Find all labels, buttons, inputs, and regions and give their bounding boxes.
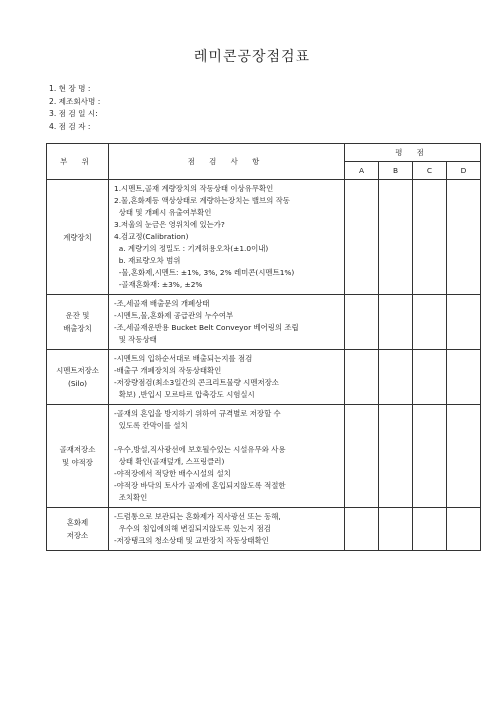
grade-cell[interactable] [379,405,413,508]
grade-cell[interactable] [379,295,413,350]
check-item: a. 계량기의 정밀도 : 기계허용오차(±1.0이내) [114,244,269,253]
grade-b: B [379,162,413,180]
row-part [47,508,109,551]
row-items [109,180,345,295]
check-item: -드럼통으로 보관되는 혼화제가 직사광선 또는 동해, [114,512,281,521]
table-row [47,405,481,508]
check-item: 2.물,혼화제등 액상상태로 계량하는장치는 밸브의 작동 [114,196,290,205]
table-row [47,350,481,405]
row-part-label: 시멘트저장소 [56,366,99,375]
grade-cell[interactable] [413,350,447,405]
check-item: -시멘트,물,혼화제 공급관의 누수여부 [114,311,234,320]
check-item: -골재혼화재: ±3%, ±2% [114,280,203,289]
grade-cell[interactable] [447,350,481,405]
grade-cell[interactable] [345,508,379,551]
row-part-label: 운잔 및 [65,311,90,320]
row-part-label: 저장소 [66,531,89,540]
check-item: 1.시멘트,골재 계량장치의 작동상태 이상유무확인 [114,184,274,193]
grade-cell[interactable] [447,405,481,508]
header-part: 부 위 [47,144,109,180]
check-item: -야적장에서 적당한 배수시설의 설치 [114,469,231,478]
check-item: -시멘트의 입하순서대로 배출되는지를 점검 [114,354,253,363]
grade-cell[interactable] [413,295,447,350]
check-item: -배출구 개폐장치의 작동상태확인 [114,366,222,375]
table-row [47,180,481,295]
page-title: 레미콘공장점검표 [193,49,311,65]
row-part [47,350,109,405]
info-inspection-date: 3. 점 검 일 시: [49,109,98,119]
row-part-label: 계량장치 [63,232,92,242]
grade-cell[interactable] [379,508,413,551]
grade-cell[interactable] [345,350,379,405]
check-item: 3.저울의 눈금은 영위치에 있는가? [114,220,225,229]
check-item: -골재의 혼입을 방지하기 위하여 규격별로 저장할 수 [114,409,281,418]
info-block [49,83,100,133]
header-eval: 평 점 [345,144,481,162]
check-item: b. 재료량오차 범위 [114,256,181,265]
check-item: 4.검교정(Calibration) [114,232,189,241]
row-part-label: 골재저장소 [59,445,96,454]
check-item: 있도록 칸막이를 설치 [114,421,188,430]
check-item: -조,세골재 배출문의 개폐상태 [114,299,210,308]
grade-cell[interactable] [379,350,413,405]
table-row [47,295,481,350]
grade-cell[interactable] [345,295,379,350]
row-items [109,350,345,405]
info-site-name: 1. 현 장 명 : [49,84,91,93]
grade-cell[interactable] [413,508,447,551]
grade-cell[interactable] [447,295,481,350]
grade-c: C [413,162,447,180]
row-part [47,180,109,295]
checklist-table [46,143,481,551]
check-item: 상태 확인(골재덮개, 스프링클러) [114,457,225,466]
grade-cell[interactable] [379,180,413,295]
check-item: -저장량점검(최소3일간의 콘크리트물량 시멘저장소 [114,378,279,387]
checklist-body [47,180,481,551]
check-item: 확보) ,반입시 모르타르 압축강도 시험실시 [114,390,255,399]
grade-cell[interactable] [447,508,481,551]
grade-cell[interactable] [413,405,447,508]
grade-cell[interactable] [345,405,379,508]
row-part [47,405,109,508]
check-item: -우수,방설,직사광선에 보호될수있는 시설유무와 사용 [114,445,286,454]
check-item: 우수의 침입에의해 변질되지않도록 있는지 점검 [114,524,271,533]
check-item: 상태 및 개폐시 유출여부확인 [114,208,212,217]
grade-d: D [447,162,481,180]
grade-cell[interactable] [413,180,447,295]
grade-cell[interactable] [345,180,379,295]
row-part-label: 혼화제 [66,518,89,527]
row-part-label: (Silo) [67,379,88,388]
info-inspector: 4. 점 검 자 : [49,121,91,131]
check-item: -조,세골재운반용 Bucket Belt Conveyor 베어링의 조립 [114,323,299,332]
check-item: -물,혼화제,시멘트: ±1%, 3%, 2% 레미콘(시멘트1%) [114,268,295,277]
row-part-label: 및 야적장 [62,458,93,467]
row-items [109,508,345,551]
row-items [109,405,345,508]
header-items: 점 검 사 항 [109,144,345,180]
row-part-label: 배출장치 [63,324,92,333]
row-items [109,295,345,350]
grade-cell[interactable] [447,180,481,295]
grade-a: A [345,162,379,180]
table-row [47,508,481,551]
check-item: -저장탱크의 청소상태 및 교반장치 작동상태확인 [114,536,269,545]
check-item: 및 작동상태 [114,335,157,344]
info-manufacturer: 2. 제조회사명 : [49,96,101,106]
check-item: -야적장 바닥의 토사가 골재에 혼입되지않도록 적절한 [114,481,286,490]
check-item [114,432,340,444]
check-item: 조치확인 [114,493,148,502]
row-part [47,295,109,350]
